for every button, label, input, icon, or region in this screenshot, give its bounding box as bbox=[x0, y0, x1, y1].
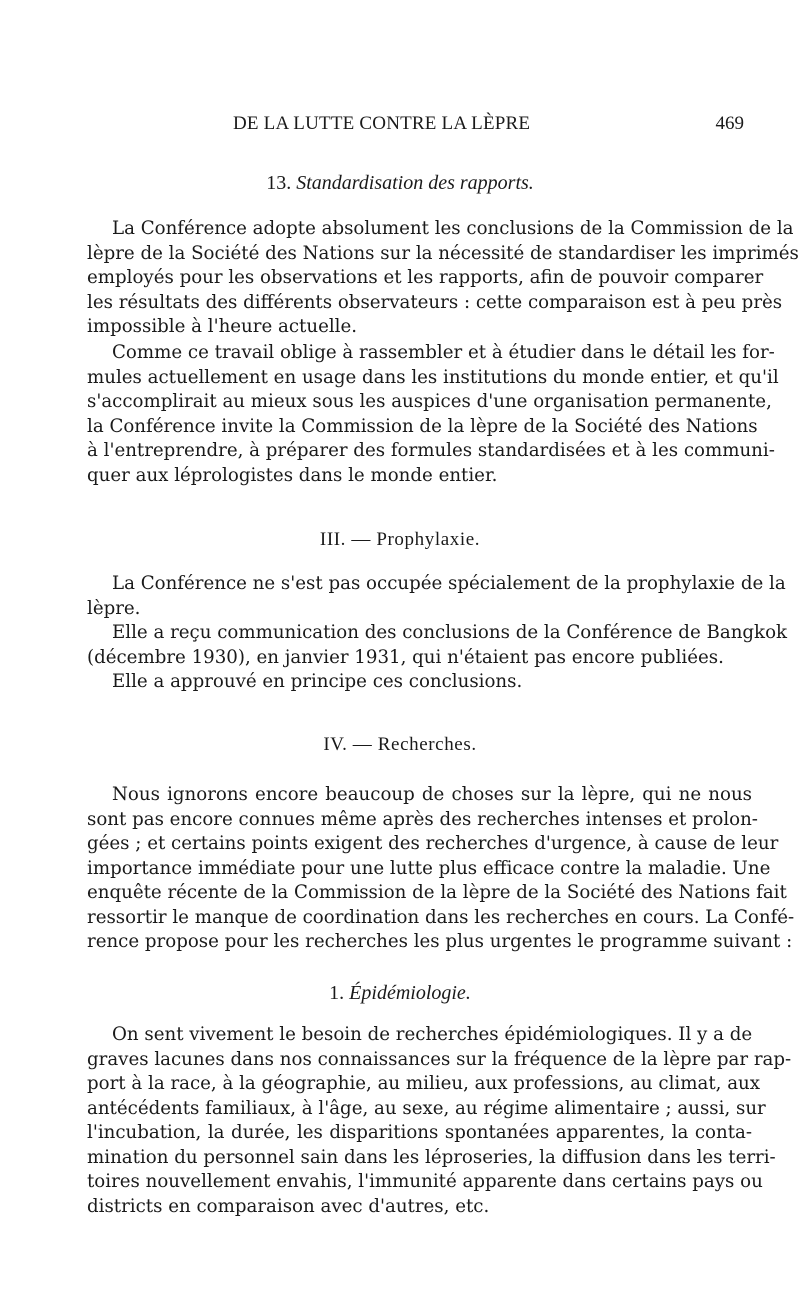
text-line: mules actuellement en usage dans les institutions du monde entier, et qu'il bbox=[87, 366, 779, 388]
section-title: Standardisation des rapports. bbox=[296, 172, 534, 194]
paragraph-prophylaxie bbox=[62, 572, 786, 621]
paragraph-recherches bbox=[62, 783, 795, 955]
section-title: Épidémiologie. bbox=[349, 982, 471, 1004]
text-line: impossible à l'heure actuelle. bbox=[87, 316, 358, 337]
text-line: enquête récente de la Commission de la lèpre de la Société des Nations fait bbox=[87, 882, 787, 903]
text-line: graves lacunes dans nos connaissances sur la fréquence de la lèpre par rap- bbox=[87, 1048, 792, 1070]
text-line: Nous ignorons encore beaucoup de choses sur la lèpre, qui ne nous bbox=[112, 784, 752, 805]
page-number: 469 bbox=[715, 113, 744, 134]
section-heading-prophylaxie bbox=[0, 528, 800, 551]
text-line: toires nouvellement envahis, l'immunité apparente dans certains pays ou bbox=[87, 1171, 763, 1192]
text-line: port à la race, à la géographie, au milieu, aux professions, au climat, aux bbox=[87, 1073, 761, 1094]
text-line: importance immédiate pour une lutte plus efficace contre la maladie. Une bbox=[87, 857, 771, 879]
paragraph-bangkok bbox=[62, 621, 788, 670]
text-line: mination du personnel sain dans les léproseries, la diffusion dans les terri- bbox=[87, 1146, 776, 1168]
text-line: lèpre. bbox=[87, 597, 141, 619]
text-line: quer aux léprologistes dans le monde entier. bbox=[87, 464, 498, 486]
text-line: ressortir le manque de coordination dans les recherches en cours. La Confé- bbox=[87, 906, 795, 928]
text-line: la Conférence invite la Commission de la lèpre de la Société des Nations bbox=[87, 415, 758, 437]
text-line: sont pas encore connues même après des recherches intenses et prolon- bbox=[87, 808, 758, 830]
text-line: On sent vivement le besoin de recherches épidémiologiques. Il y a de bbox=[112, 1024, 753, 1045]
section-label: III. — Prophylaxie. bbox=[319, 529, 481, 550]
running-title: DE LA LUTTE CONTRE LA LÈPRE bbox=[233, 113, 531, 134]
paragraph-approuve bbox=[62, 670, 752, 695]
section-heading-recherches bbox=[0, 733, 800, 756]
text-line: La Conférence ne s'est pas occupée spécialement de la prophylaxie de la bbox=[112, 573, 786, 594]
section-heading-13 bbox=[0, 172, 800, 195]
text-line: gées ; et certains points exigent des recherches d'urgence, à cause de leur bbox=[87, 833, 779, 854]
text-line: les résultats des différents observateurs : cette comparaison est à peu près bbox=[87, 291, 783, 313]
section-number: 1. bbox=[329, 982, 345, 1004]
running-head bbox=[0, 113, 800, 141]
text-line: Elle a approuvé en principe ces conclusions. bbox=[112, 671, 523, 692]
section-label: IV. — Recherches. bbox=[323, 734, 477, 755]
text-line: à l'entreprendre, à préparer des formules standardisées et à les communi- bbox=[87, 440, 775, 461]
text-line: Comme ce travail oblige à rassembler et à étudier dans le détail les for- bbox=[112, 342, 775, 363]
text-line: lèpre de la Société des Nations sur la nécessité de standardiser les imprimés bbox=[87, 242, 799, 264]
text-line: l'incubation, la durée, les disparitions spontanées apparentes, la conta- bbox=[87, 1122, 752, 1143]
text-line: districts en comparaison avec d'autres, etc. bbox=[87, 1195, 490, 1217]
text-line: s'accomplirait au mieux sous les auspices d'une organisation permanente, bbox=[87, 391, 772, 412]
section-number: 13. bbox=[266, 172, 292, 194]
paragraph-epidemiologie bbox=[62, 1023, 792, 1219]
paragraph-standardisation bbox=[62, 217, 799, 340]
text-line: (décembre 1930), en janvier 1931, qui n'étaient pas encore publiées. bbox=[87, 646, 724, 668]
text-line: employés pour les observations et les rapports, afin de pouvoir comparer bbox=[87, 267, 764, 288]
text-line: La Conférence adopte absolument les conclusions de la Commission de la bbox=[112, 218, 794, 239]
section-heading-epidemiologie bbox=[0, 982, 800, 1005]
text-line: rence propose pour les recherches les plus urgentes le programme suivant : bbox=[87, 931, 793, 952]
paragraph-commission bbox=[62, 341, 779, 488]
text-line: antécédents familiaux, à l'âge, au sexe, au régime alimentaire ; aussi, sur bbox=[87, 1097, 766, 1119]
text-line: Elle a reçu communication des conclusions de la Conférence de Bangkok bbox=[112, 622, 788, 643]
